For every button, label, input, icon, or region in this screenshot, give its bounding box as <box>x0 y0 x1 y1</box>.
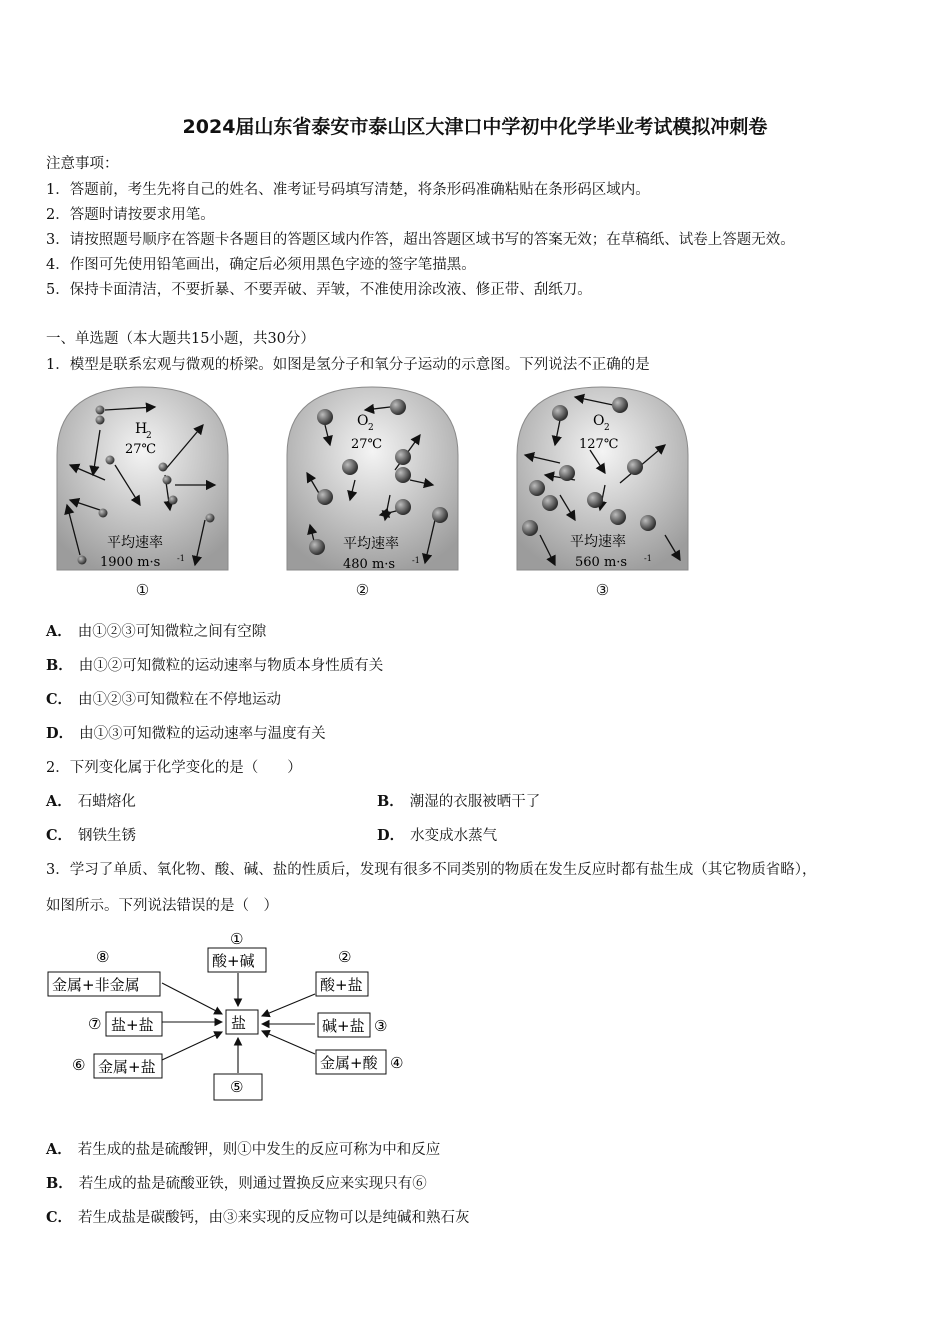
figure-caption: ③ <box>595 581 610 599</box>
svg-text:金属+酸: 金属+酸 <box>320 1054 378 1072</box>
salt-formation-diagram <box>40 928 420 1107</box>
salt-diagram-svg <box>40 928 420 1103</box>
flask-o2-27-image <box>285 385 460 575</box>
notice-item: 5．保持卡面清洁，不要折暴、不要弄破、弄皱，不准使用涂改液、修正带、刮纸刀。 <box>46 282 592 298</box>
notice-item: 1．答题前，考生先将自己的姓名、准考证号码填写清楚，将条形码准确粘贴在条形码区域内。 <box>46 182 650 198</box>
svg-text:560 m·s: 560 m·s <box>575 555 628 570</box>
svg-text:平均速率: 平均速率 <box>343 536 399 552</box>
svg-text:O: O <box>593 413 605 429</box>
svg-text:-1: -1 <box>412 556 420 565</box>
svg-text:⑥: ⑥ <box>72 1056 86 1074</box>
svg-text:27℃: 27℃ <box>351 437 383 452</box>
svg-text:酸+碱: 酸+碱 <box>212 952 255 970</box>
q1-option-d: D． 由①③可知微粒的运动速率与温度有关 <box>46 725 326 742</box>
section-heading: 一、单选题（本大题共15小题，共30分） <box>46 331 315 347</box>
svg-text:2: 2 <box>368 423 374 433</box>
flask-figure-2 <box>285 385 460 599</box>
svg-text:2: 2 <box>146 431 152 441</box>
notice-item: 4．作图可先使用铅笔画出，确定后必须用黑色字迹的签字笔描黑。 <box>46 257 476 273</box>
svg-text:127℃: 127℃ <box>579 437 619 452</box>
svg-text:平均速率: 平均速率 <box>570 534 626 550</box>
flask-o2-127-image <box>515 385 690 575</box>
flask-h2-image <box>55 385 230 575</box>
question-3-stem: 3．学习了单质、氧化物、酸、碱、盐的性质后，发现有很多不同类别的物质在发生反应时都有盐生成（其它物质省略）， <box>46 862 817 878</box>
figure-caption: ① <box>135 581 150 599</box>
svg-text:1900 m·s: 1900 m·s <box>100 555 161 570</box>
notice-heading: 注意事项： <box>46 156 119 172</box>
svg-text:⑤: ⑤ <box>230 1078 244 1096</box>
svg-text:⑧: ⑧ <box>96 948 110 966</box>
q2-option-a: A． 石蜡熔化 <box>46 793 136 810</box>
figure-caption: ② <box>355 581 370 599</box>
svg-text:-1: -1 <box>644 554 652 563</box>
q3-option-b: B． 若生成的盐是硫酸亚铁，则通过置换反应来实现只有⑥ <box>46 1175 427 1192</box>
svg-text:金属+非金属: 金属+非金属 <box>52 976 140 994</box>
notice-item: 2．答题时请按要求用笔。 <box>46 207 215 223</box>
svg-text:①: ① <box>230 930 244 948</box>
q2-option-d: D． 水变成水蒸气 <box>377 827 498 844</box>
svg-text:⑦: ⑦ <box>88 1015 102 1033</box>
flask-figure-1 <box>55 385 230 599</box>
svg-text:金属+盐: 金属+盐 <box>98 1058 156 1076</box>
q2-option-b: B． 潮湿的衣服被晒干了 <box>377 793 541 810</box>
q1-option-a: A． 由①②③可知微粒之间有空隙 <box>46 623 267 640</box>
svg-text:27℃: 27℃ <box>125 442 157 457</box>
q1-option-b: B． 由①②可知微粒的运动速率与物质本身性质有关 <box>46 657 384 674</box>
question-3-stem-cont: 如图所示。下列说法错误的是（ ） <box>46 898 278 914</box>
svg-text:2: 2 <box>604 423 610 433</box>
question-2-stem: 2．下列变化属于化学变化的是（ ） <box>46 760 302 776</box>
page-title: 2024届山东省泰安市泰山区大津口中学初中化学毕业考试模拟冲刺卷 <box>182 116 768 138</box>
q2-option-c: C． 钢铁生锈 <box>46 827 137 844</box>
q3-option-a: A． 若生成的盐是硫酸钾，则①中发生的反应可称为中和反应 <box>46 1141 441 1158</box>
svg-text:碱+盐: 碱+盐 <box>322 1017 365 1035</box>
svg-text:盐+盐: 盐+盐 <box>111 1016 154 1034</box>
svg-text:③: ③ <box>374 1017 388 1035</box>
center-salt: 盐 <box>231 1014 247 1032</box>
q1-option-c: C． 由①②③可知微粒在不停地运动 <box>46 691 282 708</box>
q3-option-c: C． 若生成盐是碳酸钙，由③来实现的反应物可以是纯碱和熟石灰 <box>46 1209 470 1226</box>
svg-text:480 m·s: 480 m·s <box>343 557 396 572</box>
svg-text:O: O <box>357 413 369 429</box>
svg-text:平均速率: 平均速率 <box>107 535 163 551</box>
question-1-stem: 1．模型是联系宏观与微观的桥梁。如图是氢分子和氧分子运动的示意图。下列说法不正确的是 <box>46 357 650 373</box>
svg-text:②: ② <box>338 948 352 966</box>
svg-text:④: ④ <box>390 1054 404 1072</box>
svg-text:H: H <box>135 421 148 437</box>
svg-text:-1: -1 <box>177 554 185 563</box>
flask-figure-3 <box>515 385 690 599</box>
notice-item: 3．请按照题号顺序在答题卡各题目的答题区域内作答，超出答题区域书写的答案无效；在草稿纸、试卷上答题无效。 <box>46 232 795 248</box>
svg-text:酸+盐: 酸+盐 <box>320 976 363 994</box>
